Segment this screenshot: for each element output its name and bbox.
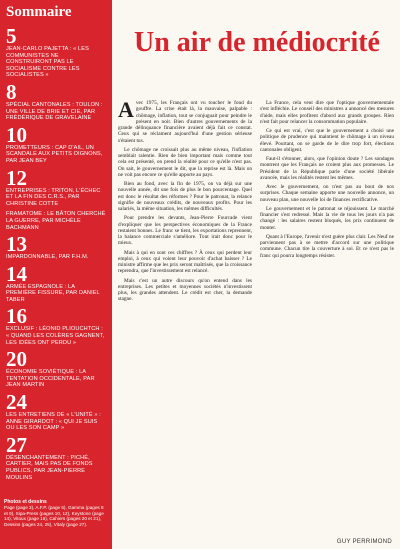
- item-title: EXCLUSIF : LÉONID PLIOUCHTCH : « QUAND LES COLÈRES GAGNENT, LES IDÉES ONT PERDU »: [6, 326, 105, 346]
- sommaire-item[interactable]: [0, 306, 112, 346]
- sommaire-item[interactable]: [0, 79, 112, 122]
- article-paragraph: Mais à qui en sont ces chiffres ? À ceux qui perdent leur emploi, à ceux qui voient leur pouvoir d'achat baisser ? Le ministre affirme que les prix seront maîtrisés, que la croissance reprendra, que l'investissement est relancé.: [118, 249, 252, 275]
- article-paragraph: [118, 100, 252, 144]
- article-paragraph: Avec le gouvernement, on n'est pas au bout de nos surprises. Chaque semaine apporte une nouvelle annonce, un nouveau plan, une nouvelle loi de finances rectificative.: [260, 184, 394, 203]
- sommaire-list: [0, 26, 112, 481]
- page-number: 10: [6, 122, 27, 147]
- paragraph-text: vec 1975, les Français ont vu toucher le fond du gouffre. La crise était là, la mauvaise, palpable : chômage, inflation, tout se conjuguait pour peindre le présent en noir. Bien d'autres gouvernements de la grande délinquance financière avaient déjà fait ce constat. Ceux qui se réclament aujourd'hui d'une gestion sérieuse s'étaient tus.: [118, 100, 252, 144]
- page-number: 5: [6, 24, 17, 48]
- page-number: 14: [6, 261, 27, 286]
- page-number: 20: [6, 347, 27, 372]
- item-subtitle: FRAMATOME : LE BÂTON CHERCHÉ LA GUERRE, PAR MICHÈLE BACHMANN: [6, 211, 106, 231]
- item-title: DÉSENCHANTEMENT : PICHÉ, CARTIER, MAIS PAS DE FONDS PUBLICS, PAR JEAN-PIERRE MOULINS: [6, 454, 93, 481]
- article-paragraph: Ce qui est vrai, c'est que le gouvernement a choisi une politique de prudence qui maintient le chômage à un niveau élevé. Pourtant, on se garde de le dire trop fort, élections cantonales obligent.: [260, 128, 394, 153]
- article: [118, 0, 396, 549]
- sommaire-item[interactable]: [0, 392, 112, 432]
- sommaire-item[interactable]: [0, 122, 112, 165]
- article-paragraph: Quant à l'Europe, l'avenir n'est guère plus clair. Les Neuf ne parviennent pas à se mettre d'accord sur une politique commune. Chacun tire la couverture à soi. Et ce n'est pas le franc qui pourra longtemps résister.: [260, 233, 394, 259]
- article-paragraph: Mais c'est un autre discours qu'on entend dans les entreprises. Les petites et moyennes sociétés n'investissent plus, les grandes attendent. Le crédit est cher, la demande stagne.: [118, 277, 252, 303]
- sommaire-item[interactable]: [0, 165, 112, 232]
- article-paragraph: La France, cela veut dire que l'optique gouvernementale s'est infléchie. Le conseil des ministres a annoncé des mesures d'aide, mais elles profitent d'abord aux grands groupes. Rien n'est fait pour relancer la consommation populaire.: [260, 100, 394, 125]
- sommaire-item[interactable]: [0, 261, 112, 304]
- sommaire-item[interactable]: [0, 432, 112, 481]
- page-number: 27: [6, 432, 27, 457]
- page-number: 8: [6, 79, 17, 104]
- item-title: IMPARDONNABLE, PAR F.H.M.: [6, 254, 89, 261]
- credits-text: Page (page 3), A.F.P. (page 5), Gamma (pages 8 et 9), Sipa-Press (pages 10, 12), Keystone (page 14), Vitoux (page 16), Cahiers (pages 20 et 21), Dessins (pages 24, 25), Vitaly (page 27).: [4, 505, 104, 527]
- page-number: 16: [6, 304, 27, 329]
- item-title: ÉCONOMIE SOVIÉTIQUE : LA TENTATION OCCIDENTALE, PAR JEAN MARTIN: [6, 369, 95, 389]
- sommaire-sidebar: [0, 0, 112, 549]
- page-number: 13: [6, 232, 27, 257]
- article-headline: Un air de médiocrité: [134, 27, 380, 58]
- item-title: PROMETTEURS : CAP D'AIL, UN SCANDALE AUX PETITS OIGNONS, PAR JEAN BEY: [6, 144, 103, 164]
- credits-title: Photos et dessins: [4, 499, 47, 505]
- article-paragraph: Le chômage ne croissait plus au même niveau, l'inflation semblait ralentie. Rien de bien important mais comme tout cela est présenté, on prend la réalité pour ce qu'elle n'est pas. On sait, le gouvernement le dit, que la reprise est là. Mais on ne voit pas encore ce qu'elle apporte au pays.: [118, 146, 252, 178]
- item-title: LES ENTRETIENS DE « L'UNITÉ » : ANNE GIRARDOT : « QUI JE SUIS OU LES SON CAMP »: [6, 412, 101, 432]
- item-title: JEAN-CARLO PAJETTA : « LES COMMUNISTES NE CONSTRUIRONT PAS LE SOCIALISME CONTRE LES SOCIALISTES »: [6, 46, 89, 79]
- sommaire-item[interactable]: [0, 349, 112, 389]
- article-column-2: [260, 100, 394, 530]
- item-title: ARMÉE ESPAGNOLE : LA PREMIÈRE FISSURE, PAR DANIEL TABER: [6, 283, 100, 303]
- article-paragraph: Le gouvernement et le patronat se réjouissent. Le marché financier s'est redressé. Mais la vie de tous les jours n'a pas changé : les salaires restent bloqués, les prix continuent de monter.: [260, 205, 394, 231]
- sommaire-item[interactable]: [0, 234, 112, 261]
- drop-cap: A: [118, 100, 134, 122]
- article-paragraph: Bien au fond, avec la fin de 1975, on va déjà sur une nouvelle année, dit une fois de plus le bon pourcentage. Quel est donc le résultat des réformes ? Pour le patronat, la relance signifie de nouveaux crédits, de nouveaux profits. Pour les salariés, la même situation, les mêmes difficultés.: [118, 181, 252, 212]
- article-byline: GUY PERRIMOND: [336, 539, 392, 545]
- page-number: 24: [6, 390, 27, 415]
- item-title: ENTREPRISES : TRITON, L'ÉCHEC ET LA FIN DES C.R.S., PAR CHRISTINE COTTE: [6, 187, 101, 207]
- article-column-1: [118, 100, 252, 530]
- page-number: 12: [6, 165, 27, 190]
- photo-credits: [4, 500, 108, 527]
- sommaire-heading: Sommaire: [6, 4, 72, 20]
- item-title: SPÉCIAL CANTONALES : TOULON : UNE VILLE DE BRIE ET CIE, PAR FRÉDÉRIQUE DE GRAVELAINE: [6, 101, 103, 122]
- article-paragraph: Faut-il s'étonner, alors, que l'opinion doute ? Les sondages montrent que les Français ne croient plus aux promesses. Le Président de la République parle d'une société libérale avancée, mais les réalités restent les mêmes.: [260, 156, 394, 181]
- sommaire-item[interactable]: [0, 26, 112, 79]
- article-paragraph: Pour prendre les devants, Jean-Pierre Fourcade vient d'expliquer que les perspectives économiques de la France restaient bonnes. Le franc se tient, les exportations reprennent, la balance commerciale s'améliore. Tout irait donc pour le mieux.: [118, 215, 252, 247]
